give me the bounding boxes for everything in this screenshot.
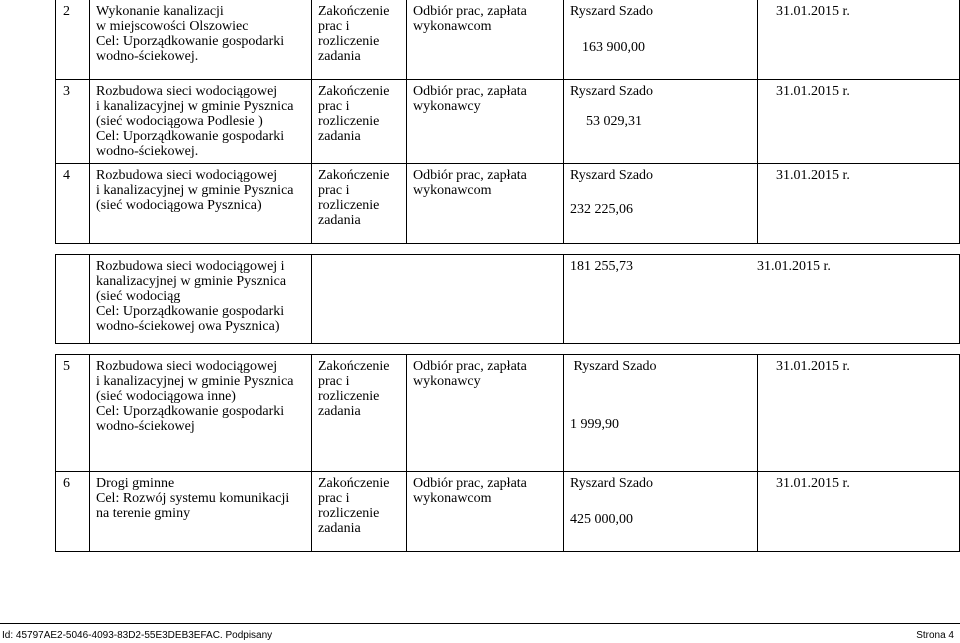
task-stage: Zakończenie prac i rozliczenie zadania: [311, 355, 406, 471]
responsible-person: Ryszard Szado 425 000,00: [563, 472, 757, 551]
page-footer: [0, 623, 960, 643]
task-description: Rozbudowa sieci wodociągowej i kanalizacyjnej w gminie Pysznica (sieć wodociągowa inne) Cel: Uporządkowanie gospodarki wodno-ściekowej: [89, 355, 311, 471]
task-description: Drogi gminne Cel: Rozwój systemu komunikacji na terenie gminy: [89, 472, 311, 551]
deadline-date: 31.01.2015 r.: [757, 472, 960, 551]
task-description: Rozbudowa sieci wodociągowej i kanalizacyjnej w gminie Pysznica (sieć wodociągowa Pysznica): [89, 164, 311, 243]
row-number: 6: [63, 476, 70, 491]
row-number: [56, 255, 89, 343]
task-status: Odbiór prac, zapłata wykonawcy: [406, 80, 563, 163]
page-number: Strona 4: [916, 630, 954, 641]
task-status: Odbiór prac, zapłata wykonawcom: [406, 472, 563, 551]
task-stage: Zakończenie prac i rozliczenie zadania: [311, 472, 406, 551]
table-row: [55, 472, 960, 552]
table-row: [55, 80, 960, 164]
amount: 1 999,90: [570, 417, 619, 432]
empty-cell: [311, 255, 563, 343]
responsible-person: Ryszard Szado 163 900,00: [563, 0, 757, 79]
amount: 163 900,00: [582, 40, 645, 55]
row-number: 4: [63, 168, 70, 183]
deadline-date: 31.01.2015 r.: [757, 259, 831, 274]
amount: 425 000,00: [570, 512, 633, 527]
deadline-date: 31.01.2015 r.: [757, 80, 960, 163]
task-description: Rozbudowa sieci wodociągowej i kanalizacyjnej w gminie Pysznica (sieć wodociąg Cel: Uporządkowanie gospodarki wodno-ściekowej owa Pysznica): [89, 255, 311, 343]
document-id: Id: 45797AE2-5046-4093-83D2-55E3DEB3EFAC. Podpisany: [2, 630, 273, 641]
task-stage: Zakończenie prac i rozliczenie zadania: [311, 164, 406, 243]
row-number: 2: [63, 4, 70, 19]
responsible-person: Ryszard Szado 232 225,06: [563, 164, 757, 243]
task-description: Rozbudowa sieci wodociągowej i kanalizacyjnej w gminie Pysznica (sieć wodociągowa Podlesie ) Cel: Uporządkowanie gospodarki wodno-ściekowej.: [89, 80, 311, 163]
deadline-date: 31.01.2015 r.: [757, 355, 960, 471]
table-row: [55, 354, 960, 472]
responsible-person: Ryszard Szado 53 029,31: [563, 80, 757, 163]
table-row: [55, 254, 960, 344]
task-status: Odbiór prac, zapłata wykonawcom: [406, 0, 563, 79]
amount: 53 029,31: [586, 114, 642, 129]
table-row: [55, 164, 960, 244]
task-status: Odbiór prac, zapłata wykonawcom: [406, 164, 563, 243]
task-stage: Zakończenie prac i rozliczenie zadania: [311, 80, 406, 163]
task-stage: Zakończenie prac i rozliczenie zadania: [311, 0, 406, 79]
amount: 232 225,06: [570, 202, 633, 217]
responsible-person: [563, 255, 757, 343]
task-description: Wykonanie kanalizacji w miejscowości Olszowiec Cel: Uporządkowanie gospodarki wodno-ściekowej.: [89, 0, 311, 79]
table-row: [55, 0, 960, 80]
task-status: Odbiór prac, zapłata wykonawcy: [406, 355, 563, 471]
responsible-person: Ryszard Szado 1 999,90: [563, 355, 757, 471]
deadline-date: 31.01.2015 r.: [757, 164, 960, 243]
row-number: 5: [63, 359, 70, 374]
amount: 181 255,73: [570, 259, 633, 274]
row-number: 3: [63, 84, 70, 99]
deadline-date: 31.01.2015 r.: [757, 0, 960, 79]
